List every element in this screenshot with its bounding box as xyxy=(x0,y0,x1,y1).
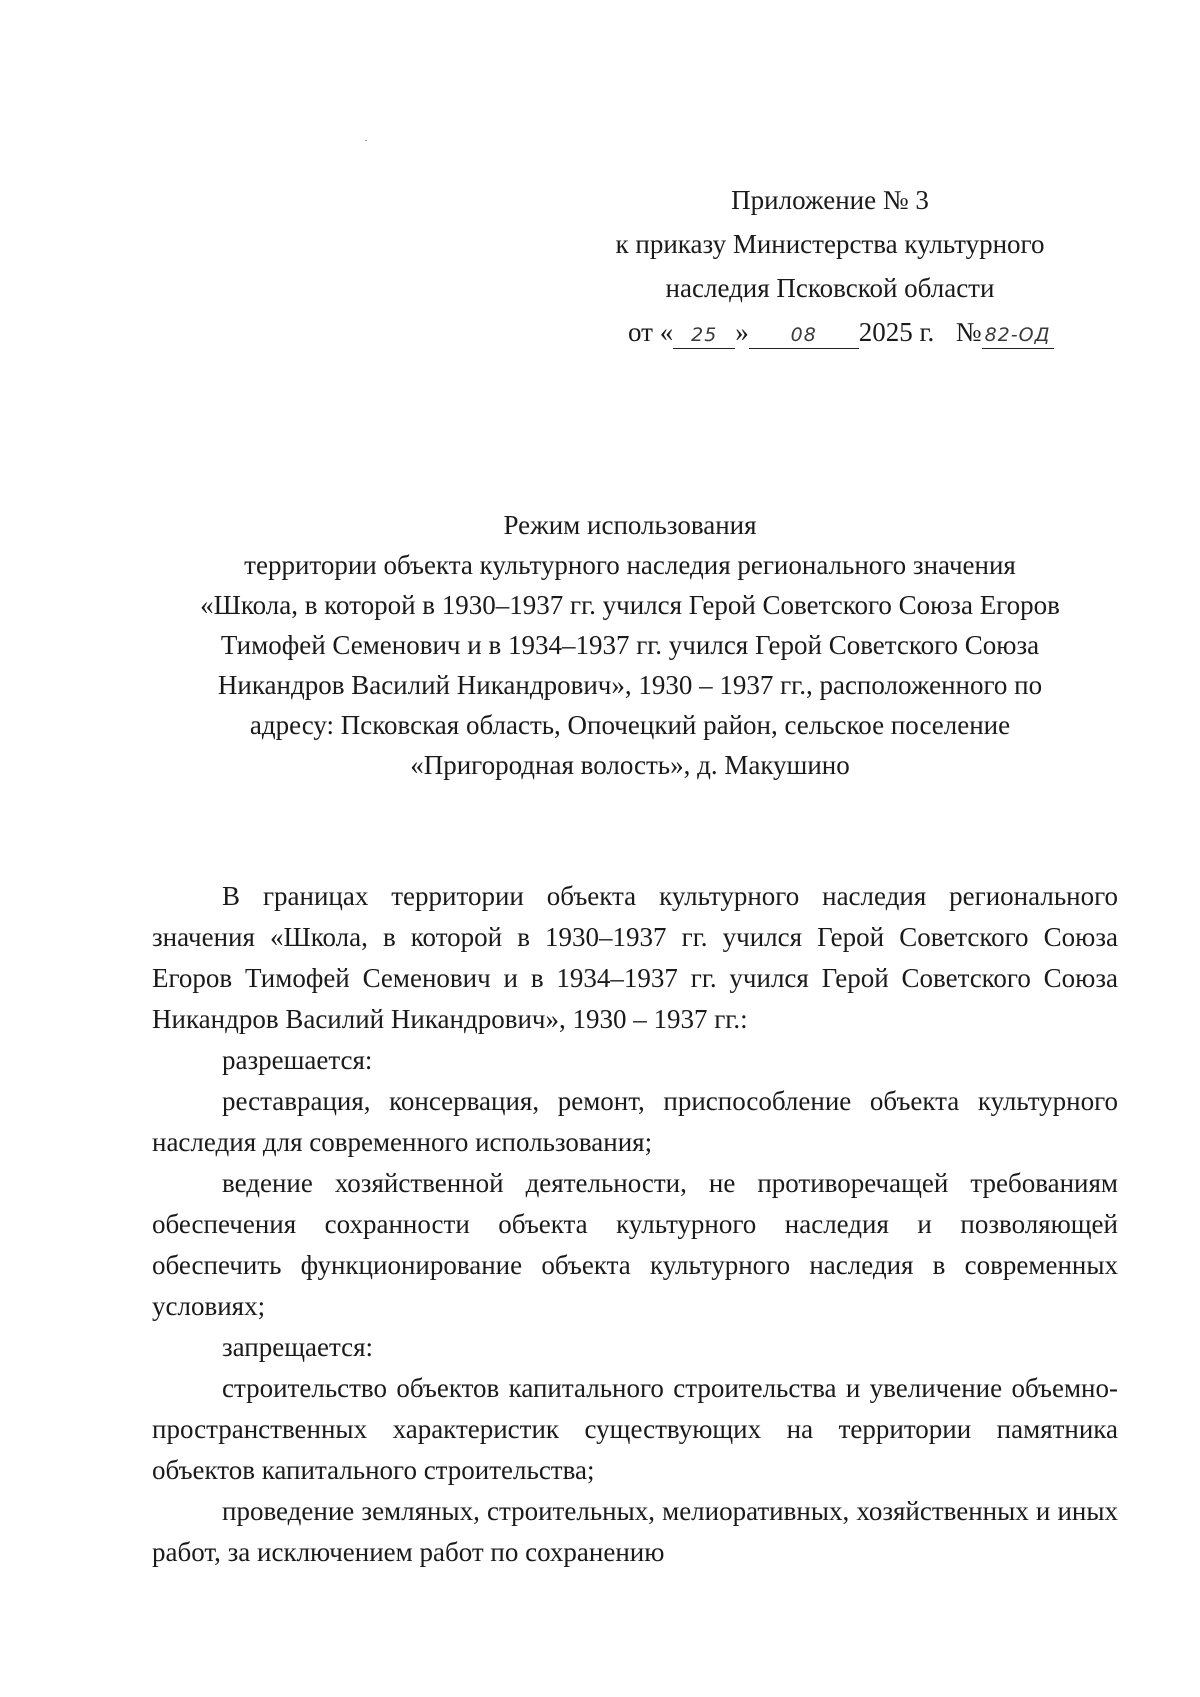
prohibited-heading: запрещается: xyxy=(222,1332,374,1362)
appendix-header xyxy=(570,178,1090,354)
scan-speck xyxy=(365,140,367,141)
date-prefix: от « xyxy=(628,317,674,347)
body-paragraph: строительство объектов капитального строительства и увеличение объемно-пространственных характеристик существующих на территории памятника объектов капитального строительства; xyxy=(152,1373,1118,1485)
title-line: Тимофей Семенович и в 1934–1937 гг. учился Герой Советского Союза xyxy=(220,630,1040,660)
appendix-number: Приложение № 3 xyxy=(731,185,929,215)
title-line: «Пригородная волость», д. Макушино xyxy=(410,750,850,780)
order-reference-line1: к приказу Министерства культурного xyxy=(615,229,1045,259)
date-mid: » xyxy=(735,317,749,347)
document-title xyxy=(150,505,1110,785)
order-number-handwritten: 82-ОД xyxy=(982,322,1054,349)
order-reference-line2: наследия Псковской области xyxy=(665,273,995,303)
title-line: «Школа, в которой в 1930–1937 гг. учился Герой Советского Союза Егоров xyxy=(200,590,1060,620)
body-paragraph: ведение хозяйственной деятельности, не противоречащей требованиям обеспечения сохранности объекта культурного наследия и позволяющей обеспечить функционирование объекта культурного наследия в современных условиях; xyxy=(152,1168,1118,1321)
date-year: 2025 г. xyxy=(858,317,935,347)
title-line: территории объекта культурного наследия регионального значения xyxy=(244,550,1016,580)
document-body xyxy=(152,876,1118,1573)
body-paragraph: реставрация, консервация, ремонт, приспособление объекта культурного наследия для современного использования; xyxy=(152,1086,1118,1157)
date-month-handwritten: 08 xyxy=(749,322,859,349)
title-line: адресу: Псковская область, Опочецкий район, сельское поселение xyxy=(249,710,1011,740)
title-line: Никандров Василий Никандрович», 1930 – 1937 гг., расположенного по xyxy=(217,670,1043,700)
order-date-line xyxy=(570,310,1090,354)
body-paragraph: проведение земляных, строительных, мелиоративных, хозяйственных и иных работ, за исключением работ по сохранению xyxy=(152,1496,1118,1567)
order-number-prefix: № xyxy=(955,317,982,347)
title-line: Режим использования xyxy=(503,510,757,540)
permitted-heading: разрешается: xyxy=(222,1045,373,1075)
date-day-handwritten: 25 xyxy=(673,322,735,349)
body-paragraph: В границах территории объекта культурного наследия регионального значения «Школа, в которой в 1930–1937 гг. учился Герой Советского Союза Егоров Тимофей Семенович и в 1934–1937 гг. учился Герой Советского Союза Никандров Василий Никандрович», 1930 – 1937 гг.: xyxy=(152,881,1118,1034)
